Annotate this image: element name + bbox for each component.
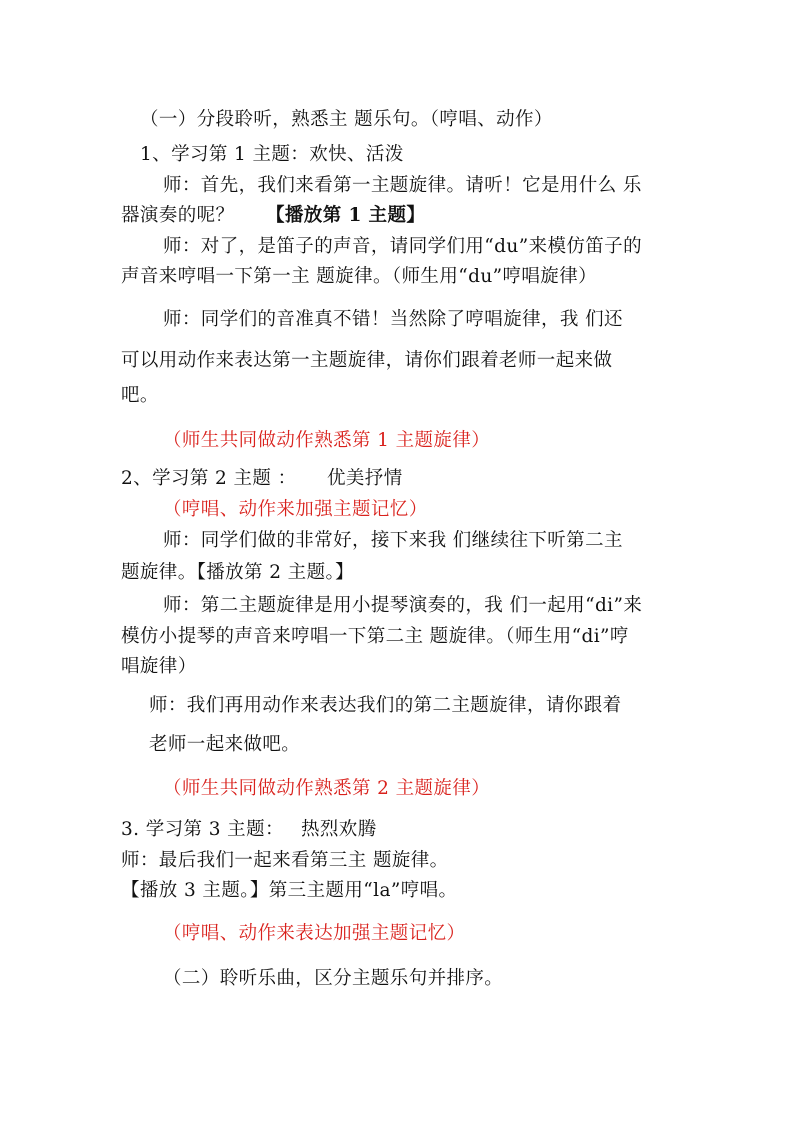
paragraph-line: 师：第二主题旋律是用小提琴演奏的，我 们一起用“di”来 — [163, 595, 643, 616]
paragraph-line: 【播放 3 主题。】第三主题用“la”哼唱。 — [121, 880, 458, 901]
subheading-theme-3: 3. 学习第 3 主题： — [121, 819, 284, 840]
paragraph-line: 题旋律。【播放第 2 主题。】 — [121, 562, 355, 583]
section-heading-1: （一）分段聆听，熟悉主 题乐句。（哼唱、动作） — [140, 109, 553, 130]
activity-note-red: （哼唱、动作来表达加强主题记忆） — [163, 923, 466, 944]
paragraph-line: 师：对了，是笛子的声音，请同学们用“du”来模仿笛子的 — [163, 236, 642, 257]
paragraph-line: 师：最后我们一起来看第三主 题旋律。 — [121, 850, 449, 871]
paragraph-line: 师：首先，我们来看第一主题旋律。请听！它是用什么 乐 — [163, 175, 642, 196]
subheading-theme-3-mood: 热烈欢腾 — [301, 819, 377, 840]
subheading-theme-2: 2、学习第 2 主题 ： — [121, 468, 297, 489]
activity-note-red: （师生共同做动作熟悉第 1 主题旋律） — [163, 430, 491, 451]
section-heading-2: （二）聆听乐曲，区分主题乐句并排序。 — [163, 968, 504, 989]
activity-note-red: （哼唱、动作来加强主题记忆） — [163, 499, 428, 520]
subheading-theme-2-mood: 优美抒情 — [327, 468, 403, 489]
paragraph-line: 器演奏的呢？ — [121, 205, 235, 226]
paragraph-line: 吧。 — [121, 385, 159, 406]
subheading-theme-1: 1、学习第 1 主题：欢快、活泼 — [140, 144, 404, 165]
activity-note-red: （师生共同做动作熟悉第 2 主题旋律） — [163, 778, 491, 799]
paragraph-line: 声音来哼唱一下第一主 题旋律。（师生用“du”哼唱旋律） — [121, 266, 598, 287]
paragraph-line: 老师一起来做吧。 — [149, 734, 301, 755]
play-theme-1-note: 【播放第 1 主题】 — [266, 205, 426, 226]
paragraph-line: 师：同学们做的非常好，接下来我 们继续往下听第二主 — [163, 530, 623, 551]
paragraph-line: 模仿小提琴的声音来哼唱一下第二主 题旋律。（师生用“di”哼 — [121, 626, 629, 647]
paragraph-line: 可以用动作来表达第一主题旋律，请你们跟着老师一起来做 — [121, 350, 613, 371]
paragraph-line: 唱旋律） — [121, 656, 197, 677]
paragraph-line: 师：我们再用动作来表达我们的第二主题旋律，请你跟着 — [149, 695, 622, 716]
paragraph-line: 师：同学们的音准真不错！当然除了哼唱旋律，我 们还 — [163, 309, 623, 330]
